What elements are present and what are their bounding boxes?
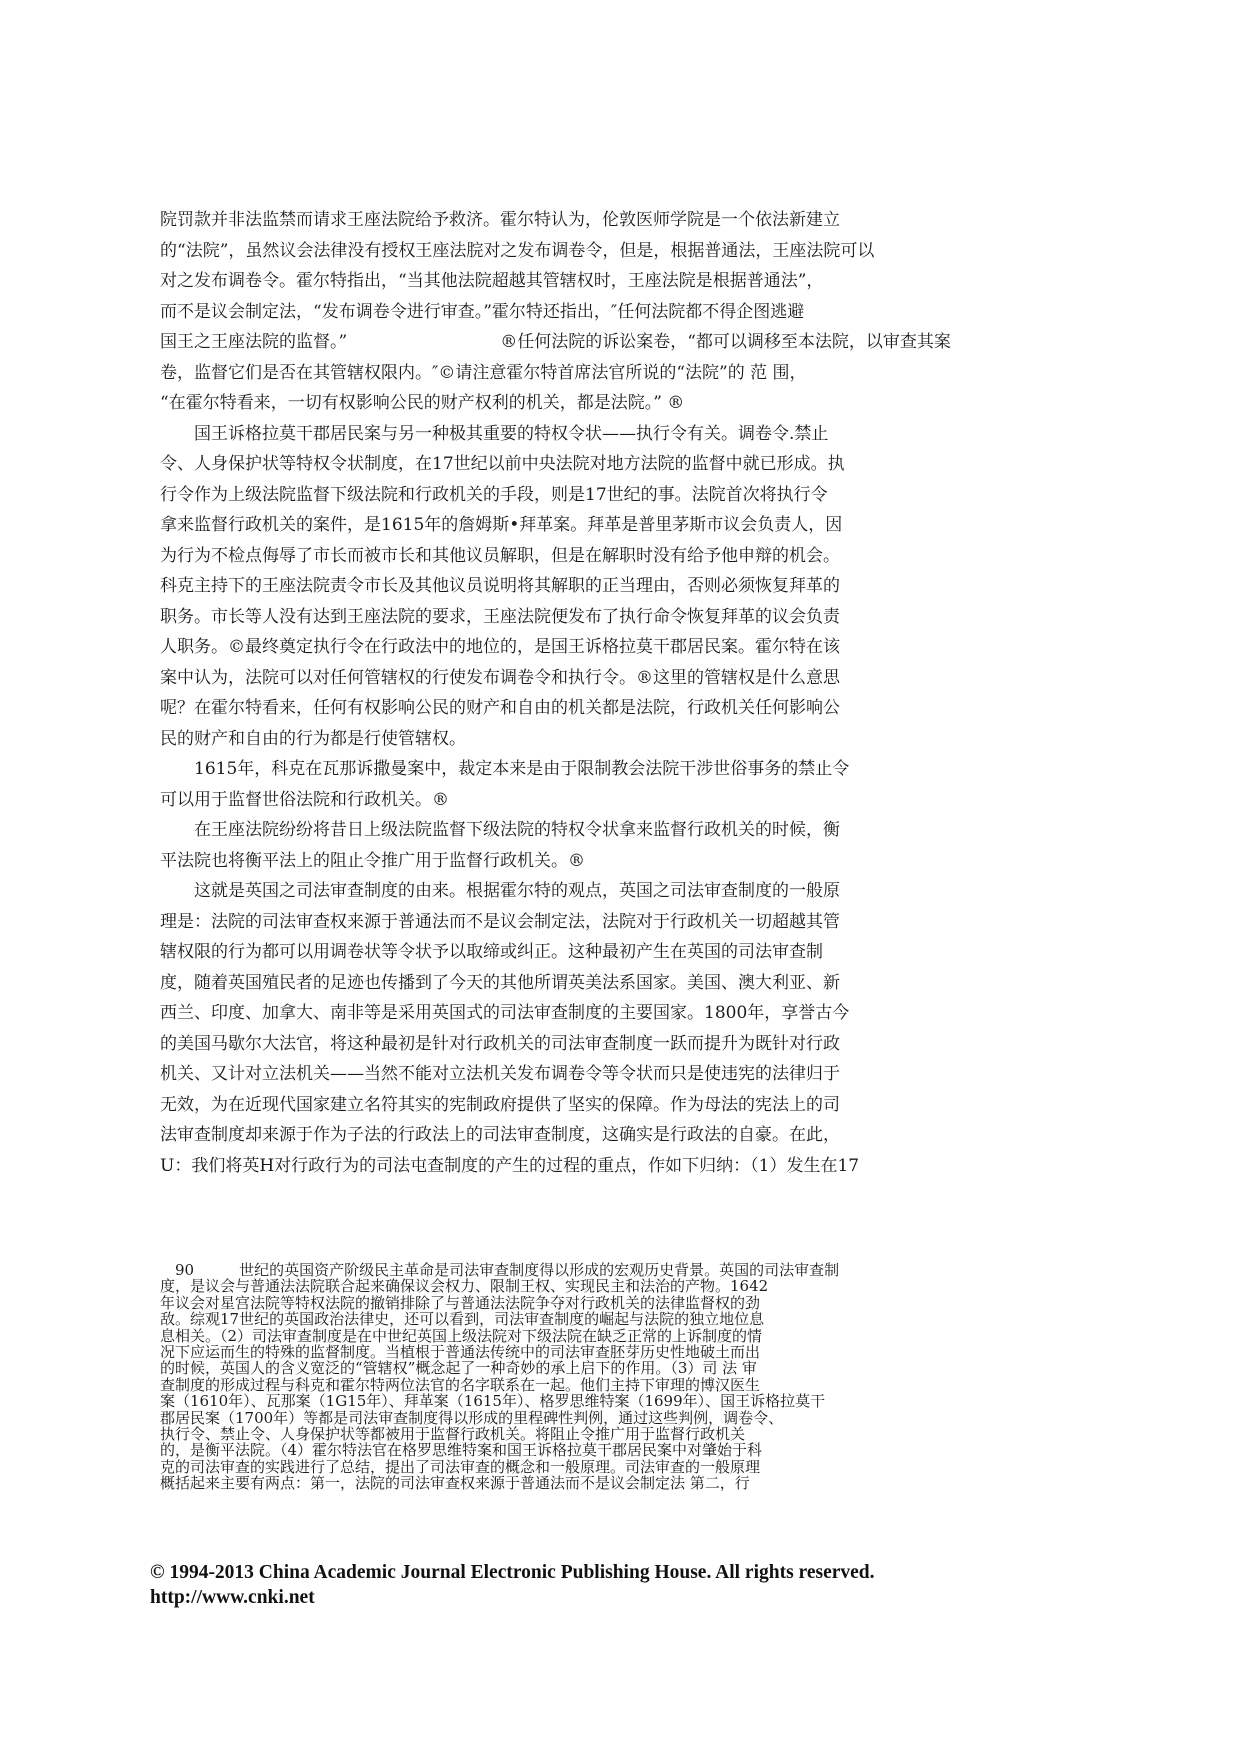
text-line: 机关、又计对立法机关——当然不能对立法机关发布调卷令等令状而只是使违宪的法律归于 (160, 1064, 840, 1084)
text-line: 辖权限的行为都可以用调卷状等令状予以取缔或纠正。这种最初产生在英国的司法审查制 (160, 942, 823, 962)
text-line: 法审查制度却来源于作为子法的行政法上的司法审查制度，这确实是行政法的自豪。在此， (160, 1125, 840, 1145)
footnote-line: 敌。综观17世纪的英国政治法律史，还可以看到，司法审查制度的崛起与法院的独立地位息 (160, 1311, 765, 1328)
text-line: 平法院也将衡平法上的阻止令推广用于监督行政机关。® (160, 850, 585, 871)
text-line: 人职务。©最终奠定执行令在行政法中的地位的，是国王诉格拉莫干郡居民案。霍尔特在该 (160, 637, 840, 657)
copyright-footer (150, 1560, 1110, 1610)
footnote-line: 概括起来主要有两点：第一，法院的司法审查权来源于普通法而不是议会制定法 第二，行 (160, 1475, 750, 1492)
text-line: 西兰、印度、加拿大、南非等是采用英国式的司法审查制度的主要国家。1800年，享誉古今 (160, 1003, 850, 1023)
text-line: 职务。市长等人没有达到王座法院的要求，王座法院便发布了执行命令恢复拜革的议会负责 (160, 606, 840, 627)
footnote-line: 执行令、禁止令、人身保护状等都被用于监督行政机关。将阻止令推广用于监督行政机关 (160, 1425, 746, 1443)
text-line: 国王之王座法院的监督。” ®任何法院的诉讼案卷，“都可以调移至本法院，以审查其案 (160, 332, 951, 352)
text-line: 而不是议会制定法，“发布调卷令进行审查。”霍尔特还指出，″任何法院都不得企图逃避 (160, 301, 805, 322)
footnote-line: 90 世纪的英国资产阶级民主革命是司法审查制度得以形成的宏观历史背景。英国的司法审查制 (160, 1262, 840, 1279)
text-line: 令、人身保护状等特权令状制度，在17世纪以前中央法院对地方法院的监督中就已形成。执 (160, 454, 845, 474)
text-line: 可以用于监督世俗法院和行政机关。® (160, 789, 449, 810)
text-line: 院罚款并非法监禁而请求王座法院给予救济。霍尔特认为，伦敦医师学院是一个依法新建立 (160, 210, 840, 230)
footnote-line: 查制度的形成过程与科克和霍尔特两位法官的名字联系在一起。他们主持下审理的博汉医生 (160, 1376, 761, 1394)
footnote-text-block (160, 1262, 1040, 1491)
text-line: U：我们将英H对行政行为的司法屯查制度的产生的过程的重点，作如下归纳：（1）发生在17 (160, 1155, 860, 1176)
text-line: 在王座法院纷纷将昔日上级法院监督下级法院的特权令状拿来监督行政机关的时候，衡 (160, 820, 840, 840)
text-line: 案中认为，法院可以对任何管辖权的行使发布调卷令和执行令。®这里的管辖权是什么意思 (160, 667, 840, 688)
text-line: 度，随着英国殖民者的足迹也传播到了今天的其他所谓英美法系国家。美国、澳大利亚、新 (160, 972, 840, 993)
text-line: “在霍尔特看来，一切有权影响公民的财产权利的机关，都是法院。” ® (160, 393, 685, 413)
footnote-line: 郡居民案（1700年）等都是司法审查制度得以形成的里程碑性判例，通过这些判例，调卷令、 (160, 1409, 784, 1426)
text-line: 1615年，科克在瓦那诉撒曼案中，裁定本来是由于限制教会法院干涉世俗事务的禁止令 (160, 759, 850, 779)
footnote-line: 克的司法审查的实践进行了总结，提出了司法审查的概念和一般原理。司法审查的一般原理 (160, 1458, 761, 1476)
footnote-line: 年议会对星宫法院等特权法院的撤销排除了与普通法法院争夺对行政机关的法律监督权的劲 (160, 1294, 761, 1312)
text-line: 的美国马歇尔大法官，将这种最初是针对行政机关的司法审查制度一跃而提升为既针对行政 (160, 1033, 840, 1054)
text-line: 国王诉格拉莫干郡居民案与另一种极其重要的特权令状——执行令有关。调卷令.禁止 (160, 423, 829, 444)
footnote-line: 况下应运而生的特殊的监督制度。当植根于普通法传统中的司法审查胚芽历史性地破土而出 (160, 1343, 761, 1361)
text-line: 无效，为在近现代国家建立名符其实的宪制政府提供了坚实的保障。作为母法的宪法上的司 (160, 1094, 840, 1115)
text-line: 科克主持下的王座法院责令市长及其他议员说明将其解职的正当理由，否则必须恢复拜革的 (160, 576, 840, 596)
copyright-notice: © 1994-2013 China Academic Journal Electronic Publishing House. All rights reserved. (150, 1562, 875, 1583)
text-line: 理是：法院的司法审查权来源于普通法而不是议会制定法，法院对于行政机关一切超越其管 (160, 911, 840, 932)
text-line: 行令作为上级法院监督下级法院和行政机关的手段，则是17世纪的事。法院首次将执行令 (160, 484, 828, 505)
footnote-line: 的时候，英国人的含义宽泛的“管辖权”概念起了一种奇妙的承上启下的作用。（3）司 法 审 (160, 1360, 757, 1377)
text-line: 为行为不检点侮辱了市长而被市长和其他议员解职，但是在解职时没有给予他申辩的机会。 (160, 545, 840, 566)
footnote-line: 的，是衡平法院。（4）霍尔特法官在格罗思维特案和国王诉格拉莫干郡居民案中对肇始于科 (160, 1442, 763, 1459)
cnki-url-link[interactable]: http://www.cnki.net (150, 1587, 315, 1608)
text-line: 民的财产和自由的行为都是行使管辖权。 (160, 728, 466, 749)
footnote-line: 息相关。（2）司法审查制度是在中世纪英国上级法院对下级法院在缺乏正常的上诉制度的情 (160, 1327, 763, 1344)
footnote-line: 案（1610年）、瓦那案（1G15年）、拜革案（1615年）、格罗思维特案（1699年）、国王诉格拉莫干 (160, 1393, 826, 1410)
text-line: 这就是英国之司法审查制度的由来。根据霍尔特的观点，英国之司法审查制度的一般原 (160, 881, 840, 901)
text-line: 呢？在霍尔特看来，任何有权影响公民的财产和自由的机关都是法院，行政机关任何影响公 (160, 698, 840, 718)
footnote-line: 度，是议会与普通法法院联合起来确保议会权力、限制王权、实现民主和法治的产物。1642 (160, 1278, 769, 1295)
text-line: 对之发布调卷令。霍尔特指出，“当其他法院超越其管辖权时，王座法院是根据普通法”， (160, 271, 824, 291)
main-text-block (160, 205, 1040, 1181)
text-line: 卷，监督它们是否在其管辖权限内。″©请注意霍尔特首席法官所说的“法院”的 范 围， (160, 362, 807, 383)
text-line: 的“法院”，虽然议会法律没有授权王座法脘对之发布调卷令，但是，根据普通法，王座法院可以 (160, 240, 875, 261)
text-line: 拿来监督行政机关的案件，是1615年的詹姆斯•拜革案。拜革是普里茅斯市议会负责人，因 (160, 515, 843, 535)
